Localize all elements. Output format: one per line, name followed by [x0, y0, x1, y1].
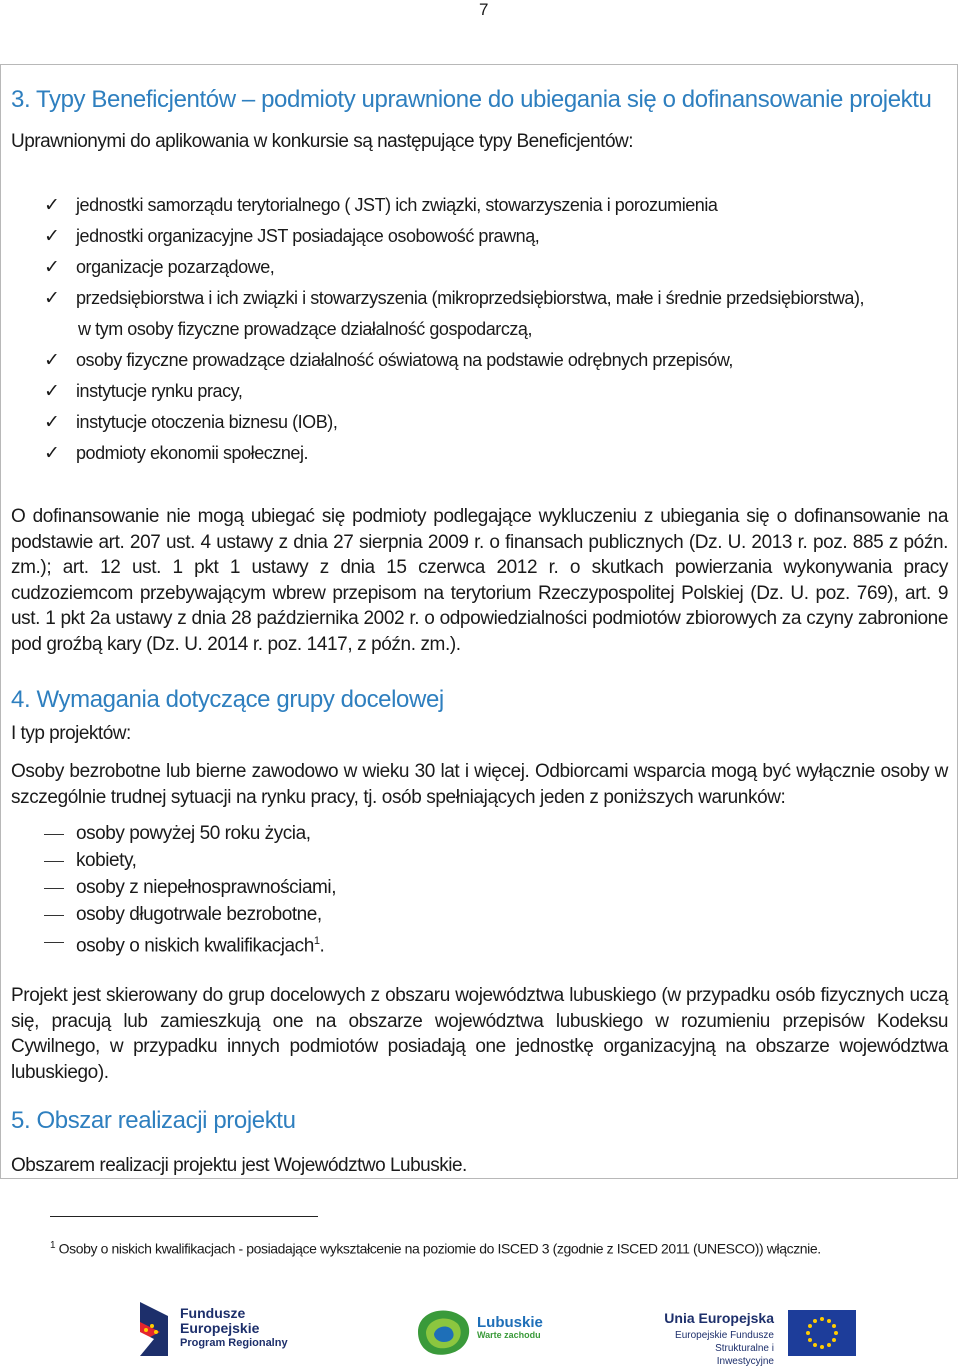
- list-item: osoby z niepełnosprawnościami,: [44, 874, 336, 901]
- dash-icon: [44, 942, 64, 943]
- dash-icon: [44, 888, 64, 889]
- footnote-ref[interactable]: 1: [313, 935, 320, 947]
- check-icon: ✓: [44, 257, 60, 278]
- beneficiaries-intro: Uprawnionymi do aplikowania w konkursie są następujące typy Beneficjentów:: [11, 131, 634, 152]
- check-icon: ✓: [44, 350, 60, 371]
- list-item: ✓ jednostki samorządu terytorialnego ( JST) ich związki, stowarzyszenia i porozumienia: [44, 190, 864, 221]
- beneficiary-list: [44, 190, 864, 469]
- fundusze-europejskie-logo-text: Fundusze Europejskie Program Regionalny: [180, 1305, 288, 1349]
- list-item: osoby długotrwale bezrobotne,: [44, 901, 336, 928]
- list-item: ✓ przedsiębiorstwa i ich związki i stowarzyszenia (mikroprzedsiębiorstwa, małe i średnie przedsiębiorstwa),: [44, 283, 864, 314]
- section-5-heading: 5. Obszar realizacji projektu: [11, 1107, 296, 1134]
- dash-icon: [44, 915, 64, 916]
- footnote-marker: 1: [50, 1240, 56, 1251]
- check-icon: ✓: [44, 443, 60, 464]
- check-icon: ✓: [44, 226, 60, 247]
- list-item: ✓ podmioty ekonomii społecznej.: [44, 438, 864, 469]
- dash-icon: [44, 834, 64, 835]
- region-paragraph: Projekt jest skierowany do grup docelowych z obszaru województwa lubuskiego (w przypadku osób fizycznych uczą się, pracują lub zamieszkują one na obszarze województwa lubuskiego w rozumieniu przepisów Kodeksu Cywilnego, w przypadku innych podmiotów posiadają one jednostkę organizacyjną na obszarze województwa lubuskiego).: [11, 985, 948, 1083]
- list-item-continuation: w tym osoby fizyczne prowadzące działalność gospodarczą,: [78, 319, 533, 339]
- footnote: $^1$ Osoby o niskich kwalifikacjach - posiadające wykształcenie na poziomie do ISCED 3 (zgodnie z ISCED 2011 (UNESCO)) włącznie.: [50, 1240, 821, 1257]
- list-item: ✓ organizacje pozarządowe,: [44, 252, 864, 283]
- page-number: 7: [479, 0, 489, 19]
- area-text: Obszarem realizacji projektu jest Województwo Lubuskie.: [11, 1155, 467, 1176]
- section-3-heading: 3. Typy Beneficjentów – podmioty uprawnione do ubiegania się o dofinansowanie projektu: [11, 86, 932, 113]
- fundusze-europejskie-logo-icon: [134, 1302, 174, 1356]
- exclusion-paragraph: O dofinansowanie nie mogą ubiegać się podmioty podlegające wykluczeniu z ubiegania się o dofinansowanie na podstawie art. 207 ust. 4 ustawy z dnia 27 sierpnia 2009 r. o finansach publicznych (Dz. U. 2013 r. poz. 885 z późn. zm.); art. 12 ust. 1 pkt 1 ustawy z dnia 15 czerwca 2012 r. o skutkach powierzania wykonywania pracy cudzoziemcom przebywającym wbrew przepisom na terytorium Rzeczypospolitej Polskiej (Dz. U. poz. 769), art. 9 ust. 1 pkt 2a ustawy z dnia 28 października 2002 r. o odpowiedzialności podmiotów zbiorowych za czyny zabronione pod groźbą kary (Dz. U. 2014 r. poz. 1417, z późn. zm.).: [11, 506, 948, 655]
- lubuskie-logo-text: Lubuskie Warte zachodu: [477, 1314, 543, 1340]
- list-item: osoby powyżej 50 roku życia,: [44, 820, 336, 847]
- lubuskie-logo-icon: [408, 1302, 476, 1358]
- dash-icon: [44, 861, 64, 862]
- check-icon: ✓: [44, 288, 60, 309]
- list-item: ✓ osoby fizyczne prowadzące działalność oświatową na podstawie odrębnych przepisów,: [44, 345, 864, 376]
- list-item: ✓ instytucje otoczenia biznesu (IOB),: [44, 407, 864, 438]
- footnote-separator: [50, 1216, 318, 1217]
- check-icon: ✓: [44, 195, 60, 216]
- list-item: ✓ instytucje rynku pracy,: [44, 376, 864, 407]
- check-icon: ✓: [44, 381, 60, 402]
- footer-logos: [0, 1296, 960, 1367]
- section-4-heading: 4. Wymagania dotyczące grupy docelowej: [11, 686, 444, 713]
- list-item: ✓ jednostki organizacyjne JST posiadające osobowość prawną,: [44, 221, 864, 252]
- project-type-label: I typ projektów:: [11, 723, 131, 744]
- list-item: osoby o niskich kwalifikacjach$^1$.: [44, 928, 336, 955]
- unia-europejska-logo-text: Unia Europejska Europejskie Fundusze Strukturalne i Inwestycyjne: [664, 1310, 774, 1367]
- target-group-description: Osoby bezrobotne lub bierne zawodowo w wieku 30 lat i więcej. Odbiorcami wsparcia mogą być wyłącznie osoby w szczególnie trudnej sytuacji na rynku pracy, tj. osób spełniających jeden z poniższych warunków:: [11, 761, 948, 808]
- eu-flag-icon: [788, 1310, 856, 1356]
- check-icon: ✓: [44, 412, 60, 433]
- conditions-list: [44, 820, 336, 955]
- list-item: kobiety,: [44, 847, 336, 874]
